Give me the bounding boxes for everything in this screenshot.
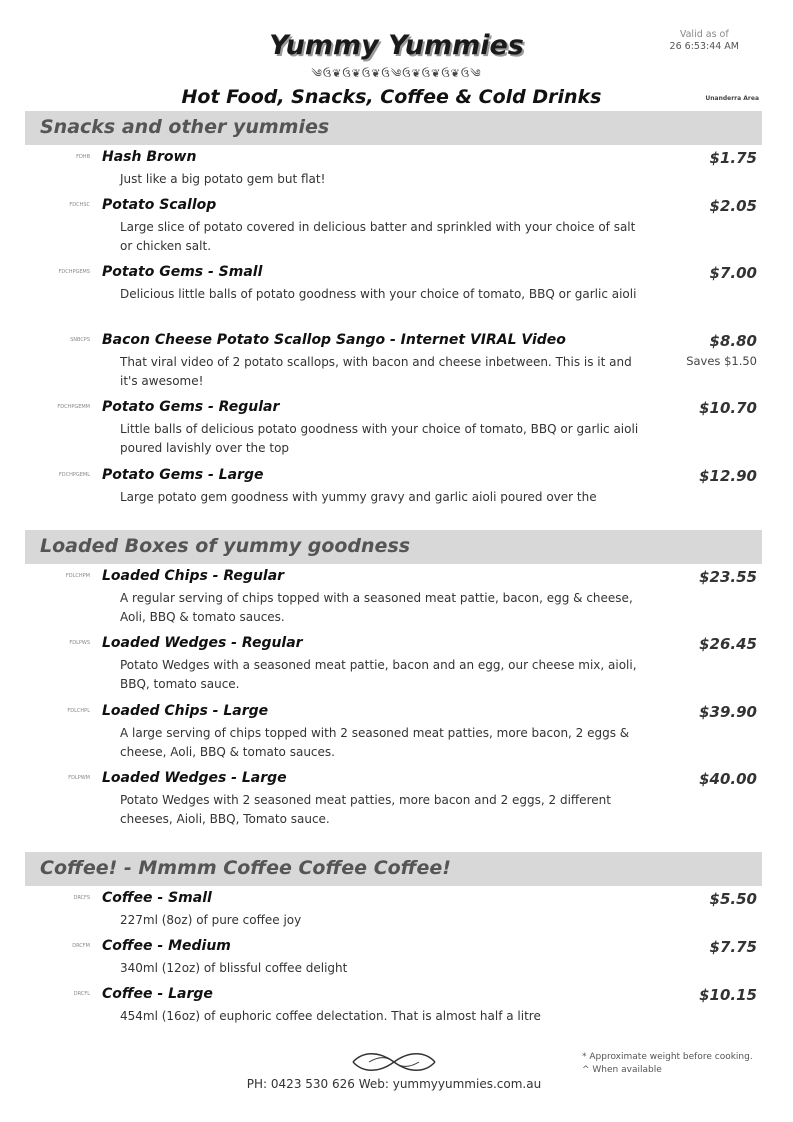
item-description: 227ml (8oz) of pure coffee joy: [120, 913, 302, 927]
item-code: FDLPWS: [69, 640, 90, 646]
weight-note: * Approximate weight before cooking.: [582, 1052, 753, 1062]
title-ornament: ༄ઉ❦ઉ❦ઉ❦ઉ༄ઉ❦ઉ❦ઉ❦ઉ༄: [311, 67, 482, 80]
item-code: DRCFM: [72, 943, 90, 949]
availability-note: ^ When available: [582, 1065, 662, 1075]
item-name: Hash Brown: [102, 149, 197, 165]
section-header-coffee: [25, 852, 762, 886]
valid-as-of: [670, 29, 739, 53]
item-code: DRCFS: [73, 895, 90, 901]
section-title: Snacks and other yummies: [40, 116, 330, 138]
item-price: $5.50: [709, 890, 757, 908]
item-code: FDHB: [76, 154, 90, 160]
item-price: $26.45: [699, 635, 757, 653]
item-price: $7.75: [709, 938, 757, 956]
item-code: FDLCHPL: [67, 708, 90, 714]
item-price: $7.00: [709, 264, 757, 282]
flourish-ornament-icon: [349, 1049, 439, 1075]
item-name: Coffee - Small: [102, 890, 212, 906]
item-name: Potato Gems - Large: [102, 467, 264, 483]
item-description: Just like a big potato gem but flat!: [120, 172, 326, 186]
item-description: A large serving of chips topped with 2 seasoned meat patties, more bacon, 2 eggs & cheese, Aoli, BBQ & tomato sauces.: [120, 726, 630, 759]
valid-time: 26 6:53:44 AM: [669, 41, 739, 52]
item-description: Delicious little balls of potato goodness with your choice of tomato, BBQ or garlic aioli: [120, 287, 637, 301]
item-description: 454ml (16oz) of euphoric coffee delectation. That is almost half a litre: [120, 1009, 541, 1023]
item-description: 340ml (12oz) of blissful coffee delight: [120, 961, 348, 975]
item-name: Bacon Cheese Potato Scallop Sango - Internet VIRAL Video: [102, 332, 566, 348]
valid-label: Valid as of: [679, 29, 729, 40]
item-name: Coffee - Large: [102, 986, 213, 1002]
item-code: FDCHSC: [69, 202, 90, 208]
item-price: $39.90: [699, 703, 757, 721]
item-name: Potato Gems - Regular: [102, 399, 280, 415]
item-price: $23.55: [699, 568, 757, 586]
item-price: $1.75: [709, 149, 757, 167]
section-header-loaded-boxes: [25, 530, 762, 564]
item-price: $40.00: [699, 770, 757, 788]
item-price: $2.05: [709, 197, 757, 215]
item-name: Potato Gems - Small: [102, 264, 263, 280]
contact-info: PH: 0423 530 626 Web: yummyyummies.com.au: [246, 1077, 542, 1091]
item-saves: Saves $1.50: [686, 354, 757, 368]
item-price: $12.90: [699, 467, 757, 485]
item-code: DRCFL: [73, 991, 90, 997]
item-name: Potato Scallop: [102, 197, 217, 213]
item-description: That viral video of 2 potato scallops, with bacon and cheese inbetween. This is it and it's awesome!: [120, 355, 632, 388]
footer-notes: [582, 1051, 753, 1077]
item-description: A regular serving of chips topped with a seasoned meat pattie, bacon, egg & cheese, Aoli, BBQ & tomato sauces.: [120, 591, 633, 624]
section-title: Loaded Boxes of yummy goodness: [40, 535, 411, 557]
item-description: Little balls of delicious potato goodness with your choice of tomato, BBQ or garlic aioli poured lavishly over the top: [120, 422, 639, 455]
item-code: FDCHPGEML: [58, 472, 90, 478]
item-description: Potato Wedges with 2 seasoned meat patties, more bacon and 2 eggs, 2 different cheeses, Aioli, BBQ, Tomato sauce.: [120, 793, 611, 826]
item-code: FDCHPGEMM: [57, 404, 90, 410]
item-code: FDLPWM: [68, 775, 90, 781]
section-title: Coffee! - Mmmm Coffee Coffee Coffee!: [40, 857, 451, 879]
menu-subtitle: Hot Food, Snacks, Coffee & Cold Drinks: [181, 86, 602, 108]
item-name: Loaded Chips - Regular: [102, 568, 285, 584]
area-label: Unanderra Area: [705, 95, 759, 102]
item-name: Loaded Wedges - Regular: [102, 635, 303, 651]
item-name: Loaded Wedges - Large: [102, 770, 287, 786]
item-code: FDLCHPM: [65, 573, 90, 579]
item-name: Coffee - Medium: [102, 938, 231, 954]
item-price: $10.70: [699, 399, 757, 417]
page-title: Yummy Yummies: [269, 30, 524, 61]
item-code: FDCHPGEMS: [58, 269, 90, 275]
item-description: Potato Wedges with a seasoned meat pattie, bacon and an egg, our cheese mix, aioli, BBQ, tomato sauce.: [120, 658, 637, 691]
item-price: $10.15: [699, 986, 757, 1004]
item-price: $8.80: [709, 332, 757, 350]
item-code: SNBCPS: [70, 337, 90, 343]
item-description: Large slice of potato covered in delicious batter and sprinkled with your choice of salt or chicken salt.: [120, 220, 636, 253]
section-header-snacks: [25, 111, 762, 145]
item-name: Loaded Chips - Large: [102, 703, 269, 719]
item-description: Large potato gem goodness with yummy gravy and garlic aioli poured over the: [120, 490, 597, 504]
